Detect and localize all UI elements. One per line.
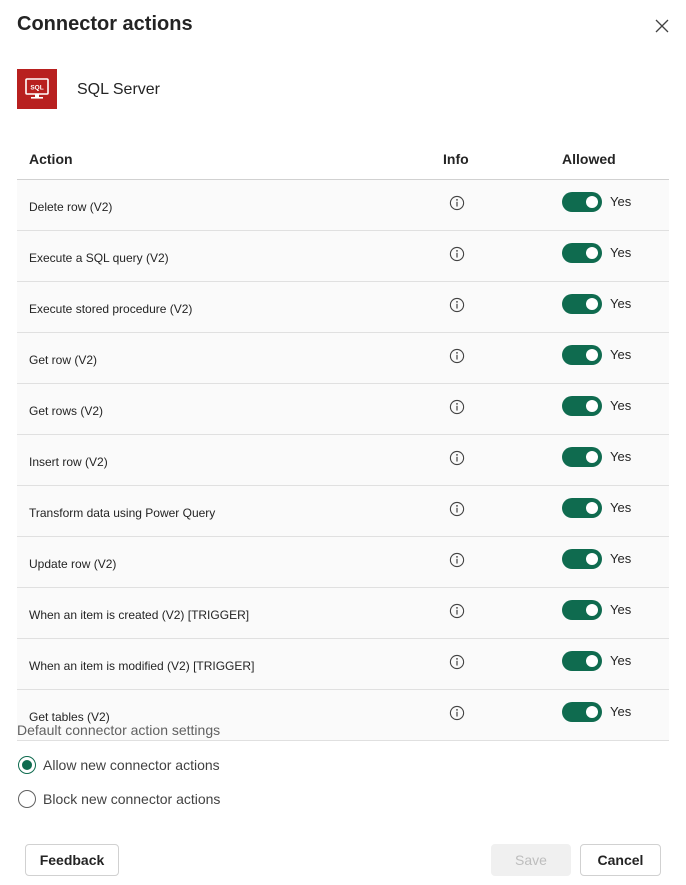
action-name: When an item is modified (V2) [TRIGGER] xyxy=(29,659,255,673)
table-row xyxy=(17,180,669,231)
radio-allow-new[interactable] xyxy=(18,756,220,774)
info-button[interactable] xyxy=(449,348,465,364)
action-name: Transform data using Power Query xyxy=(29,506,216,520)
info-icon xyxy=(449,705,465,721)
connector-logo xyxy=(17,69,57,109)
allowed-toggle[interactable] xyxy=(562,447,602,467)
save-button[interactable]: Save xyxy=(491,844,571,876)
action-name: Get tables (V2) xyxy=(29,710,110,724)
table-row xyxy=(17,282,669,333)
header-info: Info xyxy=(443,151,469,167)
action-name: Insert row (V2) xyxy=(29,455,108,469)
table-header xyxy=(17,138,669,180)
allowed-label: Yes xyxy=(610,194,632,209)
page-title: Connector actions xyxy=(17,13,193,35)
table-row xyxy=(17,639,669,690)
toggle-knob xyxy=(586,706,598,718)
info-icon xyxy=(449,399,465,415)
cancel-button[interactable]: Cancel xyxy=(580,844,661,876)
toggle-knob xyxy=(586,247,598,259)
info-button[interactable] xyxy=(449,246,465,262)
table-row xyxy=(17,231,669,282)
table-row xyxy=(17,486,669,537)
allowed-toggle[interactable] xyxy=(562,396,602,416)
radio-button[interactable] xyxy=(18,756,36,774)
radio-button[interactable] xyxy=(18,790,36,808)
allowed-label: Yes xyxy=(610,704,632,719)
radio-label: Block new connector actions xyxy=(43,791,221,807)
table-row xyxy=(17,588,669,639)
allowed-toggle[interactable] xyxy=(562,243,602,263)
allowed-label: Yes xyxy=(610,347,632,362)
toggle-knob xyxy=(586,349,598,361)
toggle-knob xyxy=(586,655,598,667)
info-button[interactable] xyxy=(449,450,465,466)
table-body xyxy=(17,180,669,741)
header-action: Action xyxy=(29,151,73,167)
logo-text: SQL xyxy=(30,84,44,92)
allowed-toggle[interactable] xyxy=(562,600,602,620)
feedback-button[interactable]: Feedback xyxy=(25,844,119,876)
info-icon xyxy=(449,654,465,670)
close-icon xyxy=(654,18,670,34)
info-icon xyxy=(449,348,465,364)
allowed-toggle[interactable] xyxy=(562,549,602,569)
table-row xyxy=(17,537,669,588)
allowed-toggle[interactable] xyxy=(562,192,602,212)
action-name: When an item is created (V2) [TRIGGER] xyxy=(29,608,250,622)
radio-label: Allow new connector actions xyxy=(43,757,220,773)
table-row xyxy=(17,435,669,486)
allowed-toggle[interactable] xyxy=(562,498,602,518)
allowed-label: Yes xyxy=(610,500,632,515)
allowed-label: Yes xyxy=(610,296,632,311)
info-button[interactable] xyxy=(449,552,465,568)
info-icon xyxy=(449,501,465,517)
toggle-knob xyxy=(586,196,598,208)
info-icon xyxy=(449,552,465,568)
allowed-label: Yes xyxy=(610,449,632,464)
allowed-toggle[interactable] xyxy=(562,294,602,314)
info-button[interactable] xyxy=(449,705,465,721)
action-name: Get row (V2) xyxy=(29,353,98,367)
connector-name: SQL Server xyxy=(77,81,160,98)
allowed-label: Yes xyxy=(610,398,632,413)
info-icon xyxy=(449,603,465,619)
info-button[interactable] xyxy=(449,603,465,619)
info-button[interactable] xyxy=(449,654,465,670)
allowed-toggle[interactable] xyxy=(562,702,602,722)
action-name: Execute a SQL query (V2) xyxy=(29,251,169,265)
action-name: Get rows (V2) xyxy=(29,404,104,418)
toggle-knob xyxy=(586,298,598,310)
radio-block-new[interactable] xyxy=(18,790,220,808)
info-icon xyxy=(449,450,465,466)
allowed-label: Yes xyxy=(610,653,632,668)
allowed-label: Yes xyxy=(610,245,632,260)
toggle-knob xyxy=(586,502,598,514)
action-name: Execute stored procedure (V2) xyxy=(29,302,193,316)
allowed-toggle[interactable] xyxy=(562,651,602,671)
info-button[interactable] xyxy=(449,501,465,517)
toggle-knob xyxy=(586,400,598,412)
header-allowed: Allowed xyxy=(562,151,616,167)
action-name: Delete row (V2) xyxy=(29,200,113,214)
action-name: Update row (V2) xyxy=(29,557,117,571)
defaults-heading: Default connector action settings xyxy=(17,722,221,738)
info-button[interactable] xyxy=(449,297,465,313)
table-row xyxy=(17,384,669,435)
actions-table[interactable] xyxy=(17,138,669,724)
info-icon xyxy=(449,195,465,211)
table-row xyxy=(17,333,669,384)
allowed-label: Yes xyxy=(610,602,632,617)
allowed-label: Yes xyxy=(610,551,632,566)
toggle-knob xyxy=(586,553,598,565)
info-icon xyxy=(449,297,465,313)
toggle-knob xyxy=(586,604,598,616)
monitor-icon xyxy=(25,78,49,100)
info-button[interactable] xyxy=(449,399,465,415)
allowed-toggle[interactable] xyxy=(562,345,602,365)
toggle-knob xyxy=(586,451,598,463)
close-button[interactable] xyxy=(650,14,674,38)
info-button[interactable] xyxy=(449,195,465,211)
info-icon xyxy=(449,246,465,262)
